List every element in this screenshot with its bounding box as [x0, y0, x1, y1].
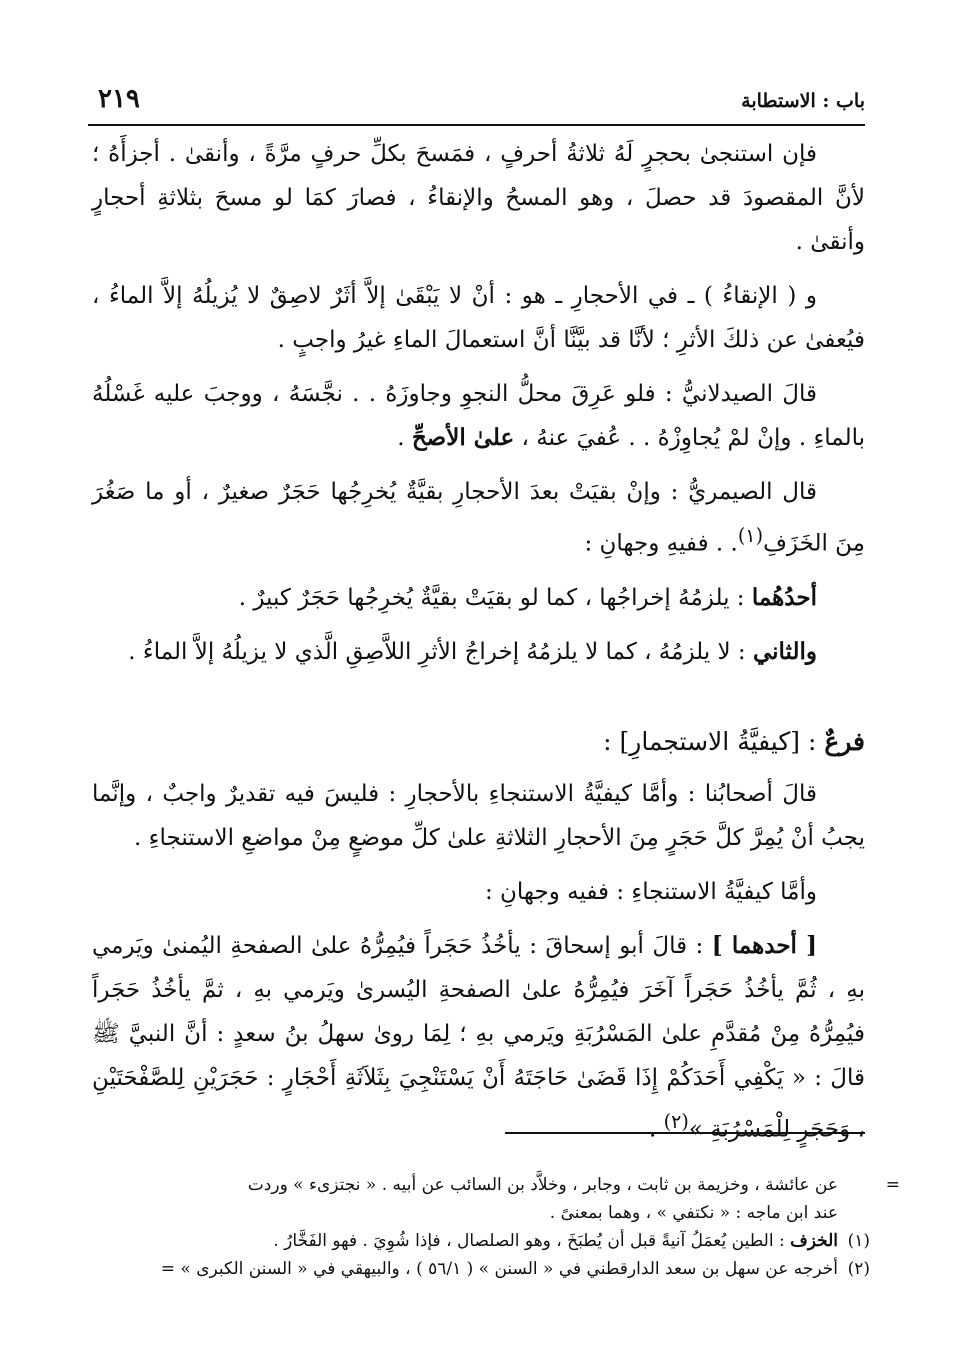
paragraph: فإن استنجىٰ بحجرٍ لَهُ ثلاثةُ أحرفٍ ، فمَسحَ بكلِّ حرفٍ مرَّةً ، وأنقىٰ . أجزأَهُ ؛ لأنَّ المقصودَ قد حصلَ ، وهو المسحُ والإنقاءُ ، فصارَ كمَا لو مسحَ بثلاثةِ أحجارٍ وأنقىٰ . [92, 141, 865, 255]
footnote [88, 1256, 870, 1282]
footnote [88, 1228, 870, 1254]
opinion-lead: [ أحدهما ] [711, 931, 817, 959]
footnote-ref: (٢) [663, 1109, 689, 1133]
footnote-text: أخرجه عن سهل بن سعد الدارقطني في « السنن » ( ٥٦/١ ) ، والبيهقي في « السنن الكبرى » = [160, 1259, 838, 1279]
footnote-text: عن عائشة ، وخزيمة بن ثابت ، وجابر ، وخلاَّد بن السائب عن أبيه . « نجتزىء » وردت [247, 1175, 838, 1195]
footnotes [88, 1172, 900, 1284]
heading-text: : [كيفيَّةُ الاستجمارِ] : [603, 726, 817, 756]
paragraph: قالَ الصيدلانيُّ : فلو عَرِقَ محلُّ النجوِ وجاوزَهُ . . نجَّسَهُ ، ووجبَ عليه غَسْلُهُ بالماءِ . وإنْ لمْ يُجاوِزْهُ . . عُفيَ عنهُ ، علىٰ الأصحِّ . [92, 381, 865, 451]
footnote-ref: (١) [737, 524, 764, 547]
page-header [88, 84, 865, 126]
paragraph-text: . . ففيهِ وجهانِ : [584, 530, 738, 557]
opinion-text: : يلزمُهُ إخراجُها ، كما لو بقيَتْ بقيَّةٌ يُخرِجُها حَجَرٌ كبيرٌ . [238, 584, 745, 611]
paragraph-text: قال الصيمريُّ : وإنْ بقيَتْ بعدَ الأحجارِ بقيَّةٌ يُخرِجُها حَجَرٌ صغيرٌ ، أو ما صَغُرَ مِنَ الخَزَفِ [92, 479, 865, 557]
heading-lead: فرعٌ [824, 726, 865, 756]
opinion-lead: والثاني [752, 637, 817, 665]
paragraph: و ( الإنقاءُ ) ـ في الأحجارِ ـ هو : أنْ لا يَبْقَىٰ إلاَّ أثَرٌ لاصِقٌ لا يُزيلُهُ إلاَّ الماءُ ، فيُعفىٰ عن ذلكَ الأثرِ ؛ لأنَّا قد بيَّنَّا أنَّ استعمالَ الماءِ غيرُ واجبٍ . [92, 283, 865, 353]
footnote-continuation [88, 1172, 900, 1198]
ruling-label: علىٰ الأصحِّ [411, 424, 515, 451]
continuation-mark: = [885, 1175, 900, 1195]
footnote-number: (٢) [847, 1259, 870, 1279]
paragraph-text: قالَ الصيدلانيُّ : فلو عَرِقَ محلُّ النجوِ وجاوزَهُ . . نجَّسَهُ ، ووجبَ عليه غَسْلُهُ بالماءِ . وإنْ لمْ يُجاوِزْهُ . . عُفيَ عنهُ ، [92, 381, 865, 451]
opinion-text: : لا يلزمُهُ ، كما لا يلزمُهُ إخراجُ الأثرِ اللاَّصِقِ الَّذي لا يزيلُهُ إلاَّ الماءُ . [128, 638, 746, 665]
opinion-item [92, 576, 865, 620]
footnote-lead: الخزف [790, 1231, 838, 1251]
page-number: ٢١٩ [98, 84, 140, 114]
paragraph [92, 924, 865, 1152]
footnote-text: عند ابن ماجه : « نكتفي » ، وهما بمعنىً . [549, 1203, 838, 1223]
footnote-continuation [88, 1200, 870, 1226]
paragraph: وأمَّا كيفيَّةُ الاستنجاءِ : ففيه وجهانِ : [484, 878, 817, 905]
footnote-text: : الطين يُعمَلُ آنيةً قبل أن يُطبَخَ ، وهو الصلصال ، فإذا شُوِيَ . فهو الفَخَّارُ . [273, 1231, 785, 1251]
main-text [92, 132, 865, 1161]
section-heading [92, 720, 865, 764]
paragraph-text: : قالَ أبو إسحاقَ : يأخُذُ حَجَراً فيُمِرُّهُ علىٰ الصفحةِ اليُمنىٰ ويَرمي بهِ ، ثُمَّ يأخُذُ حَجَراً آخَرَ فيُمِرُّهُ علىٰ الصفحةِ اليُسرىٰ ويَرمي بهِ ، ثمَّ يأخُذُ حَجَراً فيُمِرُّهُ مِنْ مُقدَّمِ علىٰ المَسْرُبَةِ ويَرمي بهِ ؛ لِمَا روىٰ سهلُ بنُ سعدٍ : أنَّ النبيَّ ﷺ قالَ : « يَكْفِي أَحَدَكُمْ إِذَا قَضَىٰ حَاجَتَهُ أَنْ يَسْتَنْجِيَ بِثَلاَثَةِ أَحْجَارٍ : حَجَرَيْنِ لِلصَّفْحَتَيْنِ ، وَحَجَرٍ لِلْمَسْرُبَةِ » [92, 932, 865, 1143]
footnote-number: (١) [847, 1231, 870, 1251]
opinion-lead: أحدُهُما [751, 583, 817, 611]
opinion-item [92, 630, 865, 674]
paragraph [92, 470, 865, 566]
footnote-divider [505, 1132, 865, 1134]
running-title: باب : الاستطابة [741, 90, 865, 112]
paragraph: قالَ أصحابُنا : وأمَّا كيفيَّةُ الاستنجاءِ بالأحجارِ : فليسَ فيه تقديرٌ واجبٌ ، وإنَّما يجبُ أنْ يُمِرَّ كلَّ حَجَرٍ مِنَ الأحجارِ الثلاثةِ علىٰ كلِّ موضعٍ مِنْ مواضعِ الاستنجاءِ . [92, 780, 865, 851]
paragraph-text: . [648, 1116, 657, 1143]
